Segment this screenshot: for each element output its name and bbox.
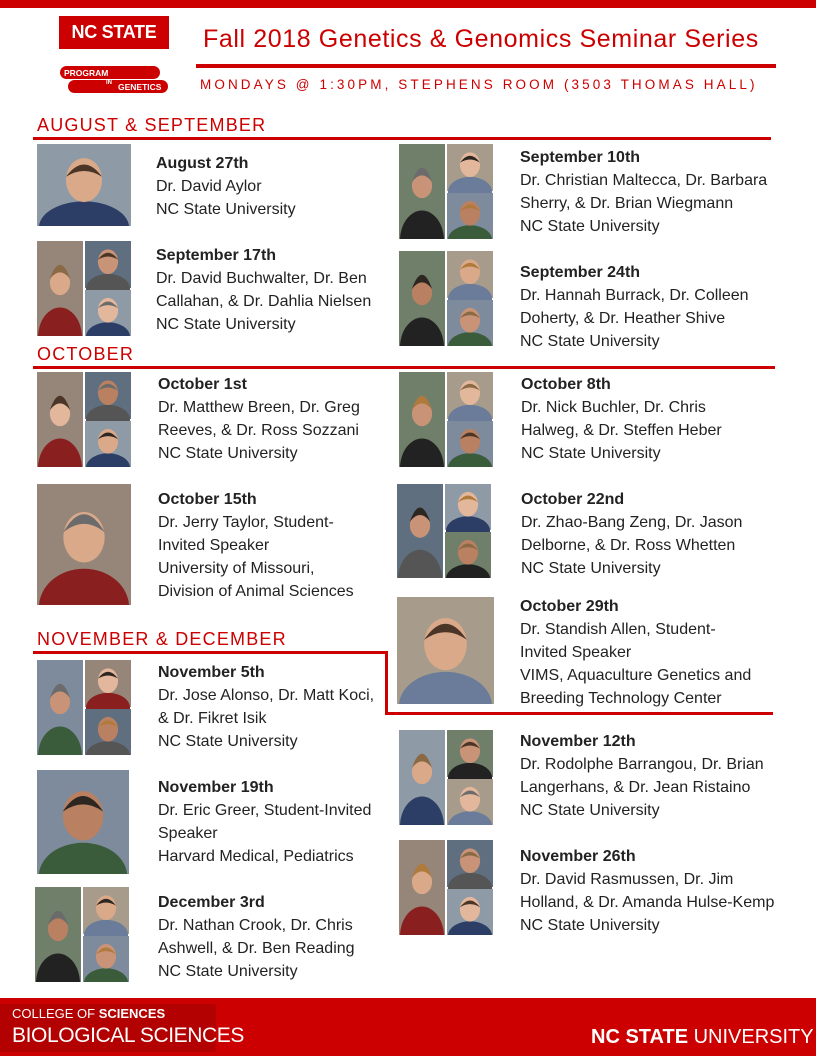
seminar-detail-line: & Dr. Fikret Isik [158,710,267,727]
speaker-photo [399,372,493,467]
seminar-detail-line: NC State University [156,316,296,333]
genetics-word: GENETICS [118,82,162,92]
seminar-detail-line: VIMS, Aquaculture Genetics and [520,667,752,684]
title-divider [196,64,776,68]
seminar-date: November 19th [158,779,274,796]
speaker-photo [35,887,129,982]
seminar-detail-line: Dr. Hannah Burrack, Dr. Colleen [520,287,749,304]
college-name: SCIENCES [98,1006,166,1021]
seminar-date: October 22nd [521,491,625,508]
seminar-detail-line: Ashwell, & Dr. Ben Reading [158,940,355,957]
seminar-detail-line: Dr. Rodolphe Barrangou, Dr. Brian [520,756,764,773]
speaker-photo [37,484,131,605]
seminar-date: October 15th [158,491,257,508]
seminar-date: October 29th [520,598,619,615]
speaker-photo [397,484,491,578]
speaker-photo [399,144,493,239]
seminar-entry [520,845,774,937]
seminar-date: August 27th [156,155,249,172]
seminar-detail-line: NC State University [520,917,660,934]
seminar-detail-line: Halweg, & Dr. Steffen Heber [521,422,722,439]
seminar-date: November 12th [520,733,636,750]
section-heading-nov-dec: NOVEMBER & DECEMBER [37,629,287,649]
section-heading-aug-sep: AUGUST & SEPTEMBER [37,115,267,135]
seminar-detail-line: Dr. David Buchwalter, Dr. Ben [156,270,367,287]
wordmark-bold: NC STATE [591,1026,689,1048]
seminar-detail-line: Dr. David Aylor [156,178,262,195]
seminar-entry [520,730,764,822]
nc-state-university-wordmark [591,1026,814,1049]
seminar-date: December 3rd [158,894,265,911]
seminar-date: September 17th [156,247,277,264]
seminar-detail-line: Dr. Standish Allen, Student- [520,621,716,638]
program-word: PROGRAM [64,68,109,78]
seminar-date: September 24th [520,264,641,281]
page-subtitle: MONDAYS @ 1:30PM, STEPHENS ROOM (3503 THOMAS HALL) [200,77,758,92]
seminar-detail-line: NC State University [521,560,661,577]
seminar-detail-line: Langerhans, & Dr. Jean Ristaino [520,779,751,796]
seminar-detail-line: Breeding Technology Center [520,690,722,707]
section-divider [33,366,775,369]
seminar-date: November 26th [520,848,636,865]
seminar-detail-line: NC State University [520,218,660,235]
program-in-genetics-logo [60,64,168,94]
seminar-date: October 8th [521,376,611,393]
college-prefix: COLLEGE OF [12,1006,96,1021]
seminar-detail-line: Harvard Medical, Pediatrics [158,848,354,865]
speaker-photo [37,144,131,226]
section-divider [33,137,771,140]
seminar-detail-line: NC State University [156,201,296,218]
in-word: IN [106,80,112,86]
seminar-detail-line: Reeves, & Dr. Ross Sozzani [158,422,359,439]
seminar-detail-line: Division of Animal Sciences [158,583,354,600]
seminar-detail-line: NC State University [158,445,298,462]
seminar-entry [156,244,371,336]
speaker-photo [399,251,493,346]
seminar-date: November 5th [158,664,265,681]
speaker-photo [37,770,129,874]
seminar-detail-line: Dr. David Rasmussen, Dr. Jim [520,871,734,888]
seminar-detail-line: Dr. Nathan Crook, Dr. Chris [158,917,353,934]
seminar-detail-line: NC State University [520,333,660,350]
seminar-date: October 1st [158,376,247,393]
section-divider [33,651,388,654]
college-of-sciences-label [12,1006,165,1021]
seminar-detail-line: Dr. Matthew Breen, Dr. Greg [158,399,360,416]
seminar-entry [156,152,296,221]
speaker-photo [37,372,131,467]
seminar-entry [158,891,355,983]
seminar-detail-line: Dr. Zhao-Bang Zeng, Dr. Jason [521,514,743,531]
seminar-detail-line: University of Missouri, [158,560,315,577]
speaker-photo [37,660,131,755]
speaker-photo [399,730,493,825]
seminar-detail-line: NC State University [158,963,298,980]
seminar-detail-line: Invited Speaker [520,644,632,661]
seminar-entry [158,373,360,465]
seminar-detail-line: Dr. Eric Greer, Student-Invited [158,802,372,819]
department-label: BIOLOGICAL SCIENCES [12,1024,245,1047]
seminar-detail-line: Dr. Nick Buchler, Dr. Chris [521,399,706,416]
seminar-detail-line: NC State University [521,445,661,462]
seminar-entry [158,488,354,603]
speaker-photo [399,840,493,935]
wordmark-rest: UNIVERSITY [693,1026,814,1048]
seminar-detail-line: Delborne, & Dr. Ross Whetten [521,537,736,554]
section-heading-october: OCTOBER [37,344,135,364]
seminar-detail-line: Doherty, & Dr. Heather Shive [520,310,726,327]
seminar-detail-line: Holland, & Dr. Amanda Hulse-Kemp [520,894,775,911]
page-title: Fall 2018 Genetics & Genomics Seminar Series [203,25,759,53]
section-divider-vertical [385,651,388,715]
seminar-detail-line: Speaker [158,825,218,842]
seminar-detail-line: Dr. Jerry Taylor, Student- [158,514,334,531]
top-accent-bar [0,0,816,8]
logo-text: NC STATE [71,22,157,42]
seminar-entry [521,373,722,465]
speaker-photo [397,597,494,704]
seminar-detail-line: Dr. Christian Maltecca, Dr. Barbara [520,172,768,189]
seminar-date: September 10th [520,149,641,166]
seminar-entry [158,661,374,753]
seminar-entry [158,776,371,868]
seminar-detail-line: NC State University [520,802,660,819]
seminar-detail-line: Callahan, & Dr. Dahlia Nielsen [156,293,372,310]
seminar-detail-line: Invited Speaker [158,537,270,554]
seminar-detail-line: Dr. Jose Alonso, Dr. Matt Koci, [158,687,375,704]
nc-state-logo [59,16,169,49]
seminar-entry [520,261,749,353]
speaker-photo [37,241,131,336]
seminar-entry [520,595,751,710]
seminar-entry [520,146,767,238]
section-divider [385,712,773,715]
seminar-detail-line: Sherry, & Dr. Brian Wiegmann [520,195,734,212]
seminar-detail-line: NC State University [158,733,298,750]
seminar-entry [521,488,742,580]
